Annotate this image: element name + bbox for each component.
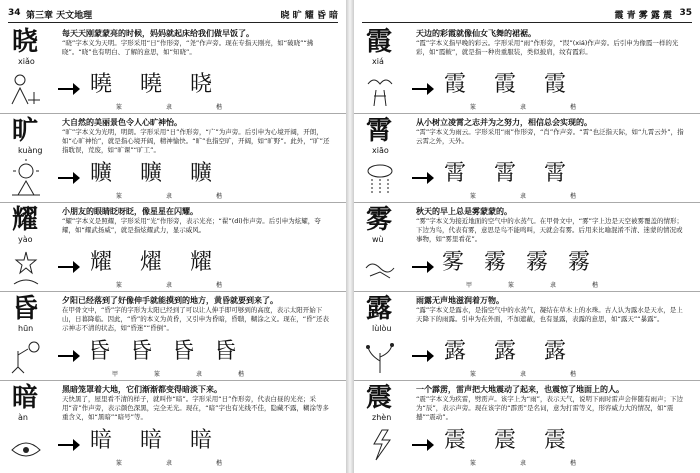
arrow-icon (58, 171, 80, 185)
char-entry (0, 202, 346, 292)
example-sentence: 一个霹雳，雷声把大地震动了起来，也震惊了地面上的人。 (416, 385, 624, 394)
form-label: 隶 (520, 371, 527, 378)
example-sentence: 黑暗笼罩着大地，它们渐渐都变得暗淡下来。 (62, 385, 222, 394)
form-label: 篆 (116, 104, 123, 111)
illustration (8, 337, 44, 375)
form-label: 隶 (166, 282, 173, 289)
illustration (362, 70, 398, 108)
pinyin: xiāo (372, 146, 389, 155)
pinyin: lùlòu (372, 324, 392, 333)
pinyin: yào (18, 235, 33, 244)
form-label: 甲 (112, 371, 119, 378)
form-label: 楷 (216, 104, 223, 111)
form-regular: 晓 (190, 72, 213, 97)
form-regular: 震 (544, 428, 567, 453)
illustration (8, 70, 44, 108)
char-entry (354, 113, 700, 203)
explanation: “霞”字本义指早晚的彩云。字形采用“雨”作形旁，“叚”(xiá)作声旁。后引申为像霞一样的光彩，如“霞帔”，就是指一种贵重服装，类似披肩，纹有霞彩。 (416, 39, 679, 56)
form-clerical: 燿 (140, 250, 163, 275)
page-number: 35 (679, 8, 692, 18)
illustration (362, 248, 398, 286)
page-header (362, 6, 692, 23)
form-label: 隶 (520, 193, 527, 200)
form-seal: 暗 (90, 428, 113, 453)
form-clerical: 霧 (526, 250, 549, 275)
form-regular: 霞 (544, 72, 567, 97)
arrow-icon (58, 82, 80, 96)
form-label: 楷 (570, 371, 577, 378)
form-label: 楷 (570, 460, 577, 467)
explanation: “耀”字本义是照耀，字形采用“光”作形旁，表示光亮；“翟”(dí)作声旁。后引申为炫耀，夸耀，如“耀武扬威”，就是指炫耀武力，显示威风。 (62, 217, 321, 234)
arrow-icon (412, 349, 434, 363)
left-page (0, 0, 346, 473)
form-oracle: 昏 (88, 339, 111, 364)
form-label: 隶 (550, 282, 557, 289)
char-entry (354, 202, 700, 292)
char-entry (354, 291, 700, 381)
form-seal: 霄 (444, 161, 467, 186)
pinyin: hūn (18, 324, 34, 333)
form-label: 楷 (570, 193, 577, 200)
form-clerical: 曠 (140, 161, 163, 186)
form-label: 篆 (154, 371, 161, 378)
form-label: 隶 (166, 460, 173, 467)
explanation: “雾”字本义为接近地面的空气中的水蒸气。在甲骨文中，“雾”字上边是天空被雾覆盖的情形；下边为鸟，代表有雾，意思是鸟不能鸣叫，天就会有雾。后用来比喻混淆不清、迷蒙的情况或事物，如“雾里看花”。 (416, 217, 683, 243)
form-label: 篆 (116, 193, 123, 200)
form-label: 楷 (592, 282, 599, 289)
example-sentence: 雨露无声地滋润着万物。 (416, 296, 504, 305)
headword: 旷 (12, 116, 39, 146)
form-label: 篆 (470, 371, 477, 378)
headword: 霄 (366, 116, 393, 146)
example-sentence: 小朋友的眼睛眨呀眨，像星星在闪耀。 (62, 207, 198, 216)
page-header (8, 6, 338, 23)
illustration (362, 159, 398, 197)
form-clerical: 霞 (494, 72, 517, 97)
form-clerical: 暗 (140, 428, 163, 453)
running-head: 晓 旷 耀 昏 暗 (280, 11, 338, 21)
headword: 暗 (12, 383, 39, 413)
example-sentence: 夕阳已经落到了好像伸手就能摸到的地方，黄昏就要到来了。 (62, 296, 278, 305)
form-regular: 曠 (190, 161, 213, 186)
form-label: 篆 (470, 460, 477, 467)
arrow-icon (58, 438, 80, 452)
illustration (8, 159, 44, 197)
explanation: “旷”字本义为光明，明朗。字形采用“日”作形旁，“广”为声旁。后引申为心境开阔，开朗，如“心旷神怡”，就是指心境开阔，精神愉快。“旷”也指空旷，开阔，如“旷野”。此外，“旷”还指耽误，荒废，如“旷课”“旷工”。 (62, 128, 330, 154)
pinyin: àn (18, 413, 28, 422)
form-label: 隶 (166, 193, 173, 200)
form-label: 楷 (570, 104, 577, 111)
book-gutter (346, 0, 354, 473)
running-head: 霞 青 雾 露 震 (614, 11, 672, 21)
form-seal: 昏 (130, 339, 153, 364)
right-page (354, 0, 700, 473)
form-seal: 震 (444, 428, 467, 453)
form-seal: 曉 (90, 72, 113, 97)
form-label: 篆 (116, 282, 123, 289)
page-number: 34 (8, 8, 21, 18)
form-regular: 昏 (214, 339, 237, 364)
arrow-icon (412, 82, 434, 96)
headword: 霞 (366, 27, 393, 57)
form-regular: 暗 (190, 428, 213, 453)
form-seal: 耀 (90, 250, 113, 275)
pinyin: xiá (372, 57, 384, 66)
form-label: 篆 (470, 193, 477, 200)
explanation: “震”字本义为疾雷，劈雳声。该字上为“雨”，表示天气，说明下雨时雷声会伴随有雨声；下边为“辰”，表示声旁。现在该字的“霹雳”是名词，意为打雷等义，形容威力大的情况，如“震撼”“震动”。 (416, 395, 683, 421)
explanation: 在甲骨文中，“昏”字的字形为太阳已经到了可以让人伸手即可够到的高度，表示太阳开始下山，日暮降临。因此，“昏”的本义为黄昏，又引申为昏暗，昏聩，糊涂之义。现在，“昏”还表示神志不清的状态，如“昏迷”“昏倒”。 (62, 306, 329, 332)
form-label: 楷 (238, 371, 245, 378)
pinyin: zhèn (372, 413, 392, 422)
form-label: 隶 (520, 104, 527, 111)
form-regular: 耀 (190, 250, 213, 275)
form-seal: 霞 (444, 72, 467, 97)
arrow-icon (58, 260, 80, 274)
form-label: 楷 (216, 282, 223, 289)
char-entry (0, 24, 346, 114)
form-regular: 霄 (544, 161, 567, 186)
form-label: 隶 (166, 104, 173, 111)
example-sentence: 大自然的美丽景色令人心旷神怡。 (62, 118, 182, 127)
headword: 晓 (12, 27, 39, 57)
form-seal: 露 (444, 339, 467, 364)
explanation: “霄”字本义为雨云。字形采用“雨”作形旁，“肖”作声旁。“霄”也泛指天际，如“九霄云外”，指云霄之外，天外。 (416, 128, 684, 145)
headword: 露 (366, 294, 393, 324)
illustration (362, 337, 398, 375)
headword: 震 (366, 383, 393, 413)
arrow-icon (58, 349, 80, 363)
form-label: 篆 (470, 104, 477, 111)
arrow-icon (412, 171, 434, 185)
form-seal: 曠 (90, 161, 113, 186)
arrow-icon (412, 260, 434, 274)
form-clerical: 震 (494, 428, 517, 453)
illustration (362, 426, 398, 464)
headword: 耀 (12, 205, 39, 235)
form-regular: 露 (544, 339, 567, 364)
pinyin: kuàng (18, 146, 43, 155)
explanation: “晓”字本义为天明。字形采用“日”作形旁，“尧”作声旁。现在专指天刚亮，如“破晓”“拂晓”。“晓”也有明白、了解的意思，如“知晓”。 (62, 39, 314, 56)
form-label: 楷 (216, 460, 223, 467)
char-entry (0, 291, 346, 381)
char-entry (354, 24, 700, 114)
example-sentence: 每天天刚蒙蒙亮的时候，妈妈就起床给我们做早饭了。 (62, 29, 254, 38)
form-label: 楷 (216, 193, 223, 200)
form-label: 篆 (116, 460, 123, 467)
example-sentence: 天边的彩霞就像仙女飞舞的裙裾。 (416, 29, 536, 38)
illustration (8, 426, 44, 464)
form-oracle: 雾 (442, 250, 465, 275)
headword: 昏 (12, 294, 39, 324)
pinyin: xiǎo (18, 57, 35, 66)
char-entry (0, 113, 346, 203)
char-entry (0, 380, 346, 469)
illustration (8, 248, 44, 286)
explanation: “露”字本义是露水，是指空气中的水蒸气，凝结在草木上的水珠。古人认为露水是天水，是上天降下的雨露。引申为在外面，不加遮蔽，也有显露，表露的意思，如“露天”“暴露”。 (416, 306, 683, 323)
form-clerical: 露 (494, 339, 517, 364)
form-seal: 霧 (484, 250, 507, 275)
char-entry (354, 380, 700, 469)
form-regular: 霧 (568, 250, 591, 275)
pinyin: wù (372, 235, 384, 244)
form-clerical: 曉 (140, 72, 163, 97)
form-clerical: 昏 (172, 339, 195, 364)
headword: 雾 (366, 205, 393, 235)
explanation: 天快黑了，屋里看不清的样子，就叫作“暗”。字形采用“日”作形旁，代表白昼的光亮；采用“音”作声旁，表示颜色深黑，完全无光。现在，“暗”字也有光线不佳，隐藏不露，糊涂等多重含义，如“黑暗”“暗号”等。 (62, 395, 329, 421)
chapter-title: 第三章 天文地理 (26, 11, 93, 21)
arrow-icon (412, 438, 434, 452)
form-clerical: 霄 (494, 161, 517, 186)
form-label: 甲 (466, 282, 473, 289)
form-label: 篆 (508, 282, 515, 289)
example-sentence: 秋天的早上总是雾蒙蒙的。 (416, 207, 512, 216)
form-label: 隶 (196, 371, 203, 378)
example-sentence: 从小树立凌霄之志并为之努力，相信总会实现的。 (416, 118, 592, 127)
form-label: 隶 (520, 460, 527, 467)
